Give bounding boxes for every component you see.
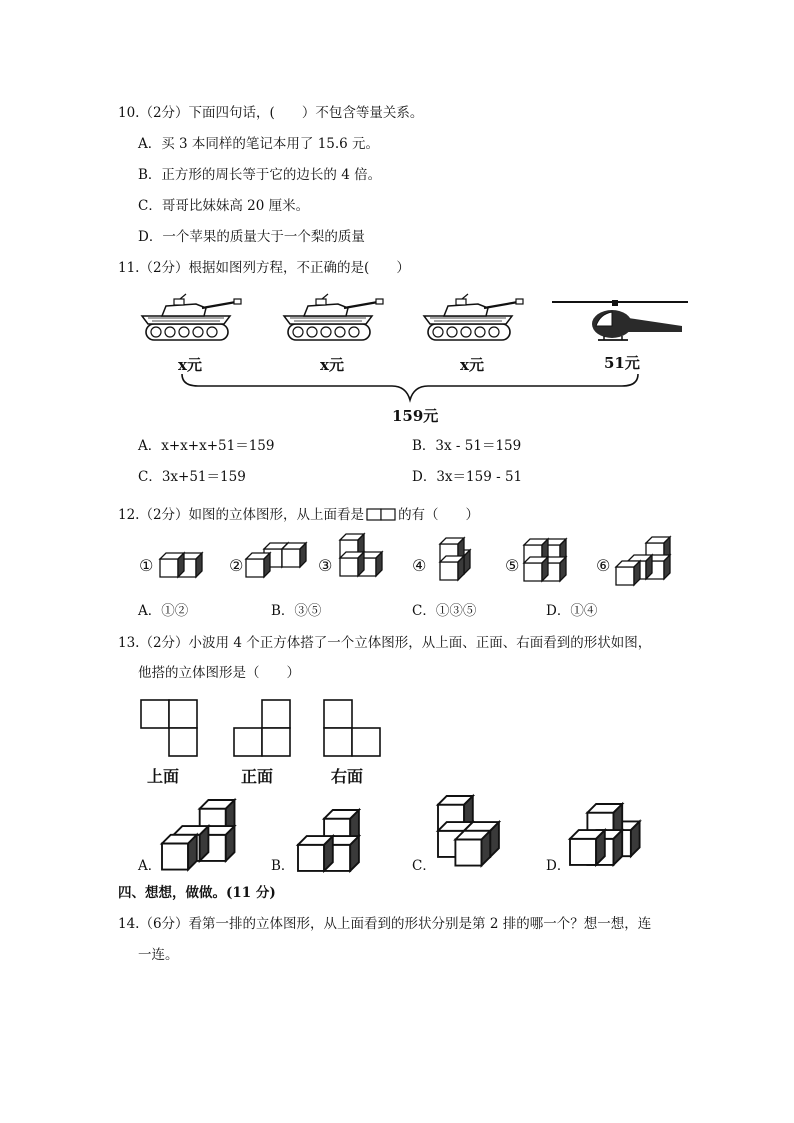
q11-option-a[interactable]: A．x+x+x+51＝159 xyxy=(138,438,275,454)
two-square-view-icon xyxy=(366,508,396,521)
front-view-shape xyxy=(234,700,294,756)
fig-5-number: ⑤ xyxy=(505,556,520,575)
figure-4-cubes xyxy=(440,538,490,594)
q11-option-d[interactable]: D．3x＝159 - 51 xyxy=(412,469,523,485)
q12-option-b[interactable]: B．③⑤ xyxy=(271,603,322,619)
tank-1-icon xyxy=(138,294,243,344)
total-brace xyxy=(180,372,640,402)
right-view-shape xyxy=(324,700,384,756)
top-view-label: 上面 xyxy=(147,767,180,786)
figure-5-cubes xyxy=(524,539,584,589)
q12-option-c[interactable]: C．①③⑤ xyxy=(412,603,477,619)
q12-stem xyxy=(118,506,479,524)
q10-stem: 10.（2分）下面四句话，( ）不包含等量关系。 xyxy=(118,105,424,121)
q14-stem-line1: 14.（6分）看第一排的立体图形，从上面看到的形状分别是第 2 排的哪一个？想一想，连 xyxy=(118,916,652,932)
q10-option-d[interactable]: D．一个苹果的质量大于一个梨的质量 xyxy=(138,229,365,245)
fig-4-number: ④ xyxy=(412,556,427,575)
fig-1-number: ① xyxy=(139,556,154,575)
q12-option-a[interactable]: A．①② xyxy=(138,603,189,619)
tank-1-price: x元 xyxy=(178,356,202,374)
q10-option-c[interactable]: C．哥哥比妹妹高 20 厘米。 xyxy=(138,198,310,214)
q10-option-a[interactable]: A．买 3 本同样的笔记本用了 15.6 元。 xyxy=(138,136,380,152)
figure-6-cubes xyxy=(616,537,686,593)
q13-stem-line1: 13.（2分）小波用 4 个正方体搭了一个立体图形，从上面、正面、右面看到的形状如图， xyxy=(118,635,652,651)
front-view-label: 正面 xyxy=(241,767,274,786)
helicopter-price: 51元 xyxy=(604,354,640,372)
fig-3-number: ③ xyxy=(318,556,333,575)
top-view-shape xyxy=(141,700,201,756)
q10-option-b[interactable]: B．正方形的周长等于它的边长的 4 倍。 xyxy=(138,167,382,183)
right-view-label: 右面 xyxy=(331,767,364,786)
fig-6-number: ⑥ xyxy=(596,556,611,575)
q11-option-b[interactable]: B．3x - 51＝159 xyxy=(412,438,522,454)
q13-stem-line2: 他搭的立体图形是（ ） xyxy=(138,665,300,681)
fig-2-number: ② xyxy=(229,556,244,575)
q13-figure-c-cubes[interactable] xyxy=(438,796,518,872)
q11-stem: 11.（2分）根据如图列方程，不正确的是( ） xyxy=(118,260,410,276)
q12-stem-after: 的有（ ） xyxy=(398,507,480,523)
tank-2-icon xyxy=(280,294,385,344)
section-4-title: 四、想想，做做。(11 分) xyxy=(118,885,276,901)
q13-option-c[interactable]: C． xyxy=(412,858,436,874)
total-price: 159元 xyxy=(392,407,439,425)
q13-option-b[interactable]: B． xyxy=(271,858,295,874)
figure-2-cubes xyxy=(246,543,310,583)
tank-3-price: x元 xyxy=(460,356,484,374)
q13-option-d[interactable]: D． xyxy=(546,858,571,874)
q13-option-a[interactable]: A． xyxy=(138,858,162,874)
q13-figure-a-cubes xyxy=(162,800,242,872)
q13-figure-b-cubes[interactable] xyxy=(298,810,378,874)
tank-2-price: x元 xyxy=(320,356,344,374)
q14-stem-line2: 一连。 xyxy=(138,947,179,963)
figure-1-cubes xyxy=(160,551,220,581)
tank-3-icon xyxy=(420,294,525,344)
helicopter-icon xyxy=(550,296,690,346)
q12-option-d[interactable]: D．①④ xyxy=(546,603,598,619)
q11-option-c[interactable]: C．3x+51＝159 xyxy=(138,469,246,485)
figure-3-cubes xyxy=(340,534,406,594)
q12-stem-before: 12.（2分）如图的立体图形，从上面看是 xyxy=(118,507,365,523)
q13-figure-d-cubes[interactable] xyxy=(570,804,650,872)
